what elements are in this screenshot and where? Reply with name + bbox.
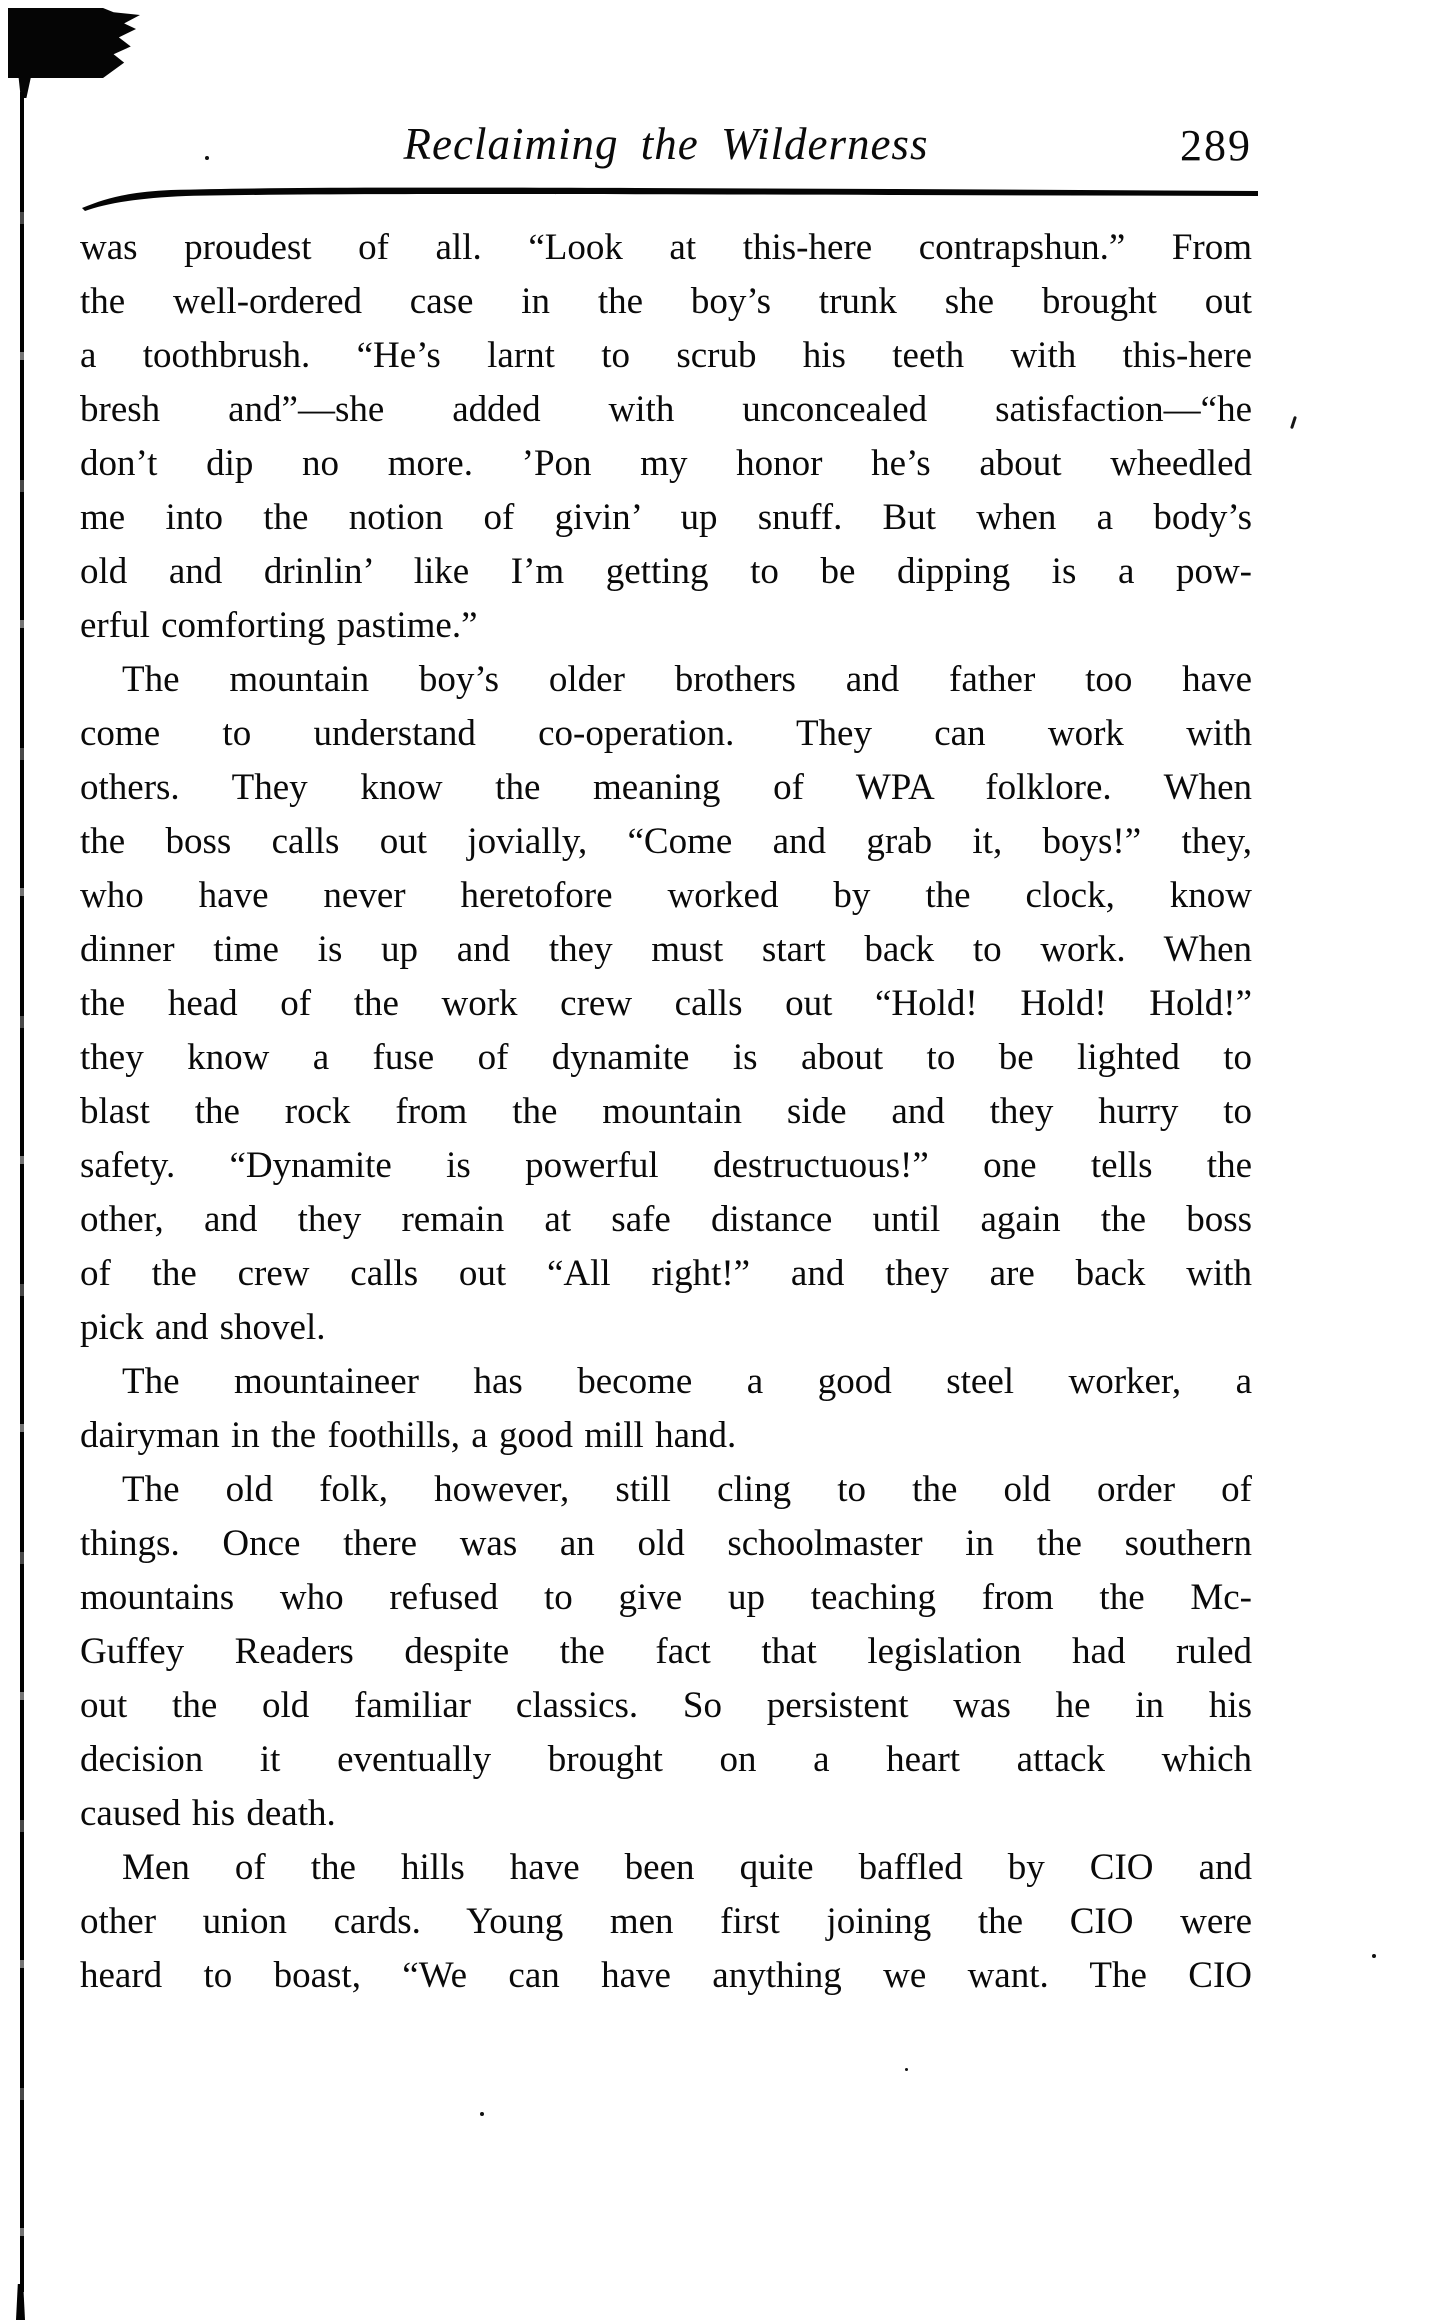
text-line: the well-ordered case in the boy’s trunk she brought out — [80, 281, 1252, 322]
text-line: The mountaineer has become a good steel worker, a — [122, 1361, 1252, 1402]
text-line: bresh and”—she added with unconcealed satisfaction—“he — [80, 389, 1252, 430]
text-line: things. Once there was an old schoolmaster in the southern — [80, 1523, 1252, 1564]
text-line: The old folk, however, still cling to the old order of — [122, 1469, 1252, 1510]
text-line: dinner time is up and they must start back to work. When — [80, 929, 1252, 970]
text-line: mountains who refused to give up teaching from the Mc- — [80, 1577, 1252, 1618]
text-line: come to understand co-operation. They can work with — [80, 713, 1252, 754]
scan-speckle — [480, 2112, 484, 2116]
scan-speckle — [1372, 1954, 1376, 1958]
scan-tick-mark — [1290, 416, 1297, 429]
text-line: old and drinlin’ like I’m getting to be dipping is a pow- — [80, 551, 1252, 592]
text-line: other, and they remain at safe distance until again the boss — [80, 1199, 1252, 1240]
text-line: was proudest of all. “Look at this-here contrapshun.” From — [80, 227, 1252, 268]
text-line: me into the notion of givin’ up snuff. But when a body’s — [80, 497, 1252, 538]
page-number: 289 — [1180, 121, 1252, 170]
text-line: a toothbrush. “He’s larnt to scrub his teeth with this-here — [80, 335, 1252, 376]
text-line: who have never heretofore worked by the clock, know — [80, 875, 1252, 916]
body-text-block — [80, 221, 1252, 2003]
text-line: out the old familiar classics. So persistent was he in his — [80, 1685, 1252, 1726]
text-line: Guffey Readers despite the fact that legislation had ruled — [80, 1631, 1252, 1672]
scan-speckle — [205, 156, 209, 160]
page-spine-shadow — [20, 92, 24, 2292]
text-line: The mountain boy’s older brothers and father too have — [122, 659, 1252, 700]
scan-artifact-blob — [8, 8, 140, 78]
text-line: erful comforting pastime.” — [80, 605, 478, 646]
text-line: pick and shovel. — [80, 1307, 326, 1348]
text-line: Men of the hills have been quite baffled by CIO and — [122, 1847, 1252, 1888]
text-line: decision it eventually brought on a heart attack which — [80, 1739, 1252, 1780]
text-line: of the crew calls out “All right!” and they are back with — [80, 1253, 1252, 1294]
text-line: heard to boast, “We can have anything we want. The CIO — [80, 1955, 1252, 1996]
text-line: other union cards. Young men first joining the CIO were — [80, 1901, 1252, 1942]
text-line: the boss calls out jovially, “Come and grab it, boys!” they, — [80, 821, 1252, 862]
scan-speckle — [905, 2068, 908, 2071]
text-line: they know a fuse of dynamite is about to be lighted to — [80, 1037, 1252, 1078]
text-line: safety. “Dynamite is powerful destructuous!” one tells the — [80, 1145, 1252, 1186]
text-line: dairyman in the foothills, a good mill hand. — [80, 1415, 737, 1456]
text-line: the head of the work crew calls out “Hold! Hold! Hold!” — [80, 983, 1252, 1024]
text-line: caused his death. — [80, 1793, 336, 1834]
header-rule — [76, 182, 1262, 212]
text-line: don’t dip no more. ’Pon my honor he’s about wheedled — [80, 443, 1252, 484]
text-line: blast the rock from the mountain side and they hurry to — [80, 1091, 1252, 1132]
text-line: others. They know the meaning of WPA folklore. When — [80, 767, 1252, 808]
running-header-title: Reclaiming the Wilderness — [403, 119, 929, 169]
